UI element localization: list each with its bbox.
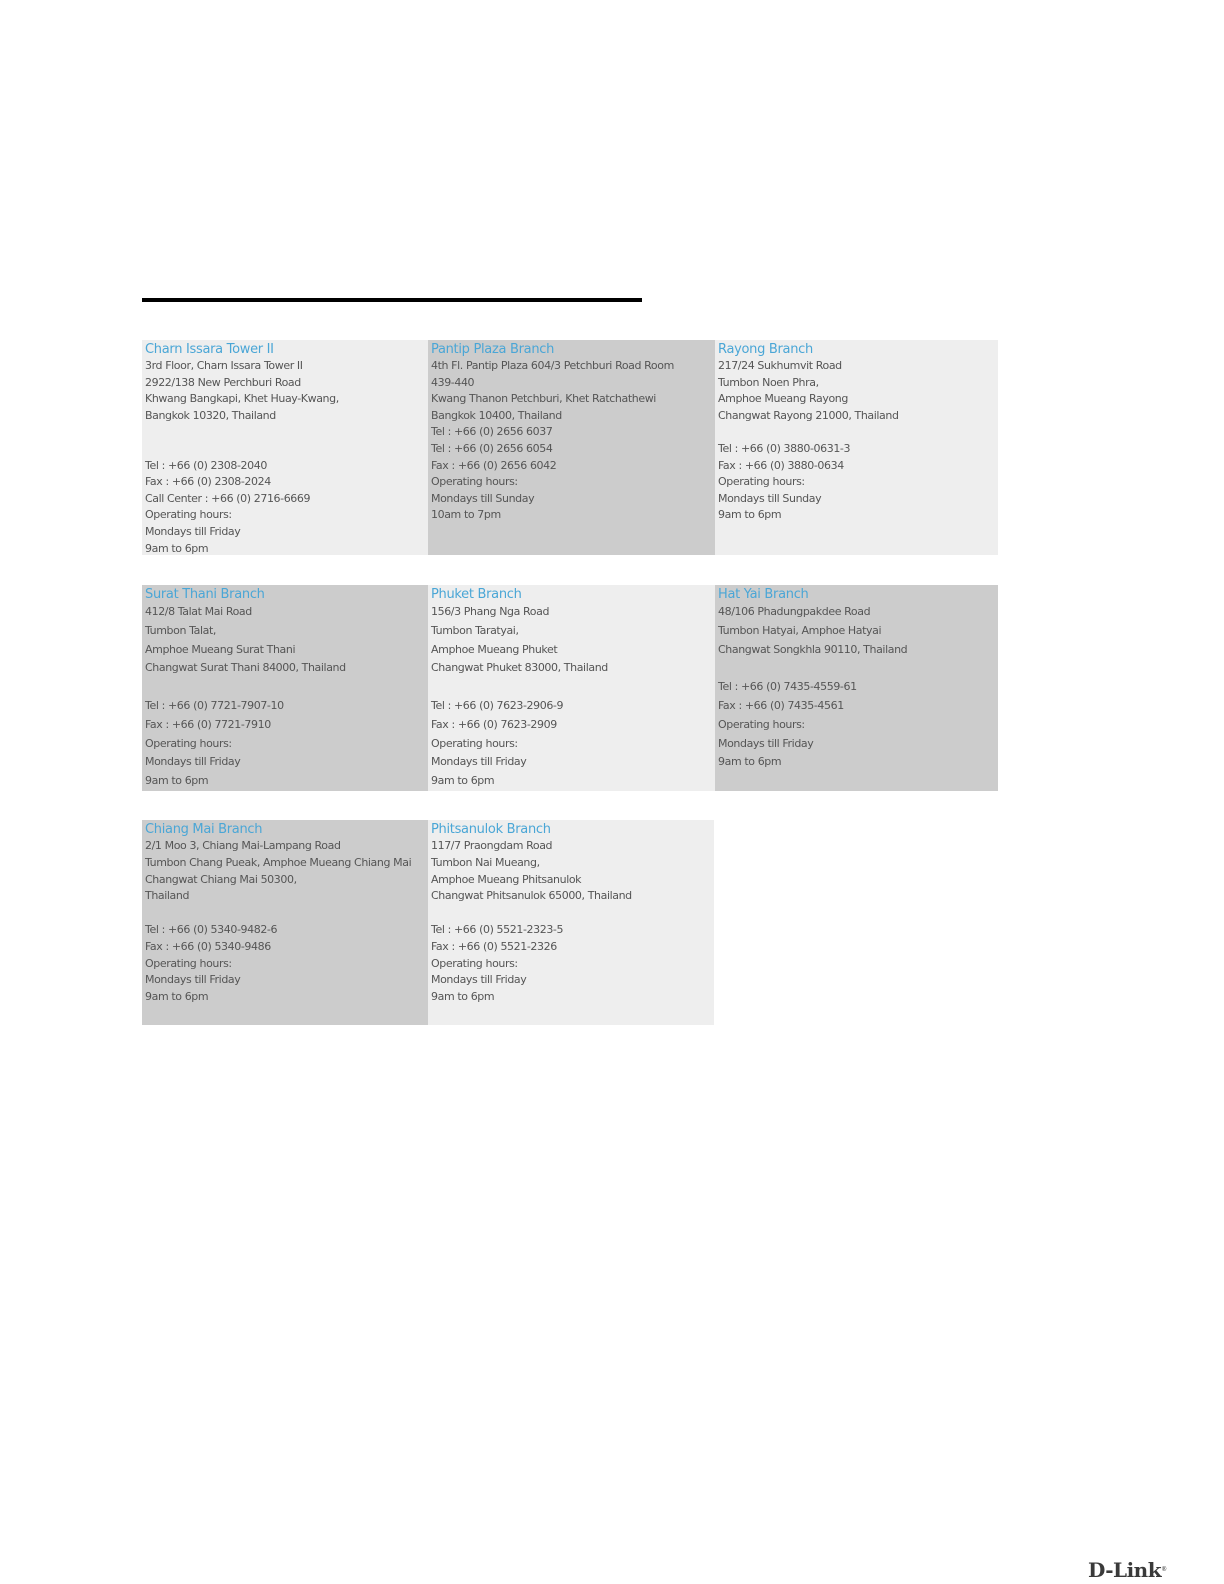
detail-line: Call Center : +66 (0) 2716-6669 [145,491,311,505]
blank-line [145,905,426,922]
detail-line: Fax : +66 (0) 5340-9486 [145,939,271,953]
detail-line: Tel : +66 (0) 2656 6037 [431,425,553,439]
detail-line: Mondays till Sunday [718,491,822,505]
detail-line: 3rd Floor, Charn Issara Tower II [145,359,303,372]
detail-line: Thailand [145,889,190,903]
section-divider-rule [142,298,642,302]
detail-line: Tel : +66 (0) 7623-2906-9 [431,698,564,712]
detail-line: Bangkok 10320, Thailand [145,408,276,422]
detail-line: Tel : +66 (0) 2656 6054 [431,441,553,455]
detail-line: Fax : +66 (0) 5521-2326 [431,939,557,953]
detail-line: Operating hours: [718,717,805,731]
detail-line: 9am to 6pm [145,774,209,788]
detail-line: 2/1 Moo 3, Chiang Mai-Lampang Road [145,839,341,852]
detail-line: 439-440 [431,375,475,389]
detail-line: Operating hours: [145,736,232,750]
detail-line: Fax : +66 (0) 2656 6042 [431,458,557,472]
detail-line: Khwang Bangkapi, Khet Huay-Kwang, [145,392,339,406]
branch-details [718,358,996,524]
detail-line: Tel : +66 (0) 2308-2040 [145,458,267,472]
branch-title: Hat Yai Branch [718,587,809,602]
detail-line: Fax : +66 (0) 7623-2909 [431,717,557,731]
detail-line: Mondays till Friday [718,736,814,750]
branch-title: Chiang Mai Branch [145,822,263,837]
branch-card-surat-thani [142,585,428,791]
branch-details [145,603,426,791]
detail-line: Changwat Phuket 83000, Thailand [431,661,608,675]
blank-line [431,678,713,697]
detail-line: Mondays till Friday [431,755,527,769]
detail-line: 10am to 7pm [431,508,501,522]
branch-card-chiang-mai [142,820,428,1025]
detail-line: Tel : +66 (0) 5340-9482-6 [145,922,278,936]
blank-line [145,441,426,458]
blank-line [145,678,426,697]
registered-mark: ® [1161,1566,1167,1573]
detail-line: Fax : +66 (0) 7721-7910 [145,717,271,731]
blank-line [145,424,426,441]
detail-line: 9am to 6pm [431,990,495,1004]
detail-line: Amphoe Mueang Phuket [431,642,558,656]
detail-line: Kwang Thanon Petchburi, Khet Ratchathewi [431,392,656,406]
branch-details [431,838,712,1006]
detail-line: Mondays till Friday [431,973,527,987]
detail-line: Tel : +66 (0) 7435-4559-61 [718,680,857,694]
branch-card-pantip-plaza [428,340,715,555]
detail-line: Tel : +66 (0) 5521-2323-5 [431,922,564,936]
branch-title: Rayong Branch [718,342,813,357]
detail-line: Amphoe Mueang Rayong [718,392,848,406]
branch-details [145,838,426,1006]
detail-line: Amphoe Mueang Phitsanulok [431,872,582,886]
detail-line: Operating hours: [431,736,518,750]
branch-card-phuket [428,585,715,791]
branch-details [431,358,713,524]
detail-line: 217/24 Sukhumvit Road [718,359,842,372]
detail-line: Changwat Surat Thani 84000, Thailand [145,661,346,675]
detail-line: 48/106 Phadungpakdee Road [718,605,871,618]
detail-line: Mondays till Friday [145,524,241,538]
detail-line: 2922/138 New Perchburi Road [145,375,301,389]
branch-title: Phitsanulok Branch [431,822,551,837]
detail-line: Tumbon Nai Mueang, [431,855,540,869]
detail-line: Mondays till Friday [145,755,241,769]
detail-line: 9am to 6pm [145,990,209,1004]
detail-line: Fax : +66 (0) 3880-0634 [718,458,844,472]
detail-line: Changwat Rayong 21000, Thailand [718,408,899,422]
detail-line: Tumbon Noen Phra, [718,375,819,389]
blank-line [718,424,996,441]
blank-line [431,905,712,922]
detail-line: Operating hours: [145,508,232,522]
detail-line: Fax : +66 (0) 2308-2024 [145,475,271,489]
logo-text: D-Link [1088,1558,1162,1582]
branch-title: Phuket Branch [431,587,522,602]
detail-line: Changwat Songkhla 90110, Thailand [718,642,908,656]
detail-line: 412/8 Talat Mai Road [145,605,252,618]
branch-title: Pantip Plaza Branch [431,342,555,357]
detail-line: Amphoe Mueang Surat Thani [145,642,296,656]
detail-line: 9am to 6pm [145,541,209,555]
detail-line: Tumbon Chang Pueak, Amphoe Mueang Chiang Mai [145,855,412,869]
branch-card-hat-yai [715,585,998,791]
branch-details [431,603,713,791]
detail-line: 4th Fl. Pantip Plaza 604/3 Petchburi Road Room [431,359,674,372]
detail-line: Operating hours: [145,956,232,970]
branch-details [145,358,426,555]
detail-line: Tumbon Talat, [145,623,216,637]
detail-line: Bangkok 10400, Thailand [431,408,562,422]
detail-line: 9am to 6pm [431,774,495,788]
detail-line: Operating hours: [718,475,805,489]
detail-line: 9am to 6pm [718,755,782,769]
detail-line: Changwat Phitsanulok 65000, Thailand [431,889,632,903]
detail-line: Tel : +66 (0) 7721-7907-10 [145,698,284,712]
branch-details [718,603,996,772]
detail-line: Mondays till Friday [145,973,241,987]
detail-line: Mondays till Sunday [431,491,535,505]
detail-line: Tumbon Hatyai, Amphoe Hatyai [718,623,882,637]
branch-card-phitsanulok [428,820,714,1025]
blank-line [718,659,996,678]
detail-line: Tumbon Taratyai, [431,623,519,637]
detail-line: Changwat Chiang Mai 50300, [145,872,297,886]
detail-line: Tel : +66 (0) 3880-0631-3 [718,441,851,455]
detail-line: 156/3 Phang Nga Road [431,605,550,618]
branch-title: Surat Thani Branch [145,587,265,602]
detail-line: Fax : +66 (0) 7435-4561 [718,698,844,712]
detail-line: Operating hours: [431,956,518,970]
branch-title: Charn Issara Tower II [145,342,274,357]
branch-card-charn-issara [142,340,428,555]
dlink-logo [1088,1558,1167,1582]
detail-line: 117/7 Praongdam Road [431,839,553,852]
branch-card-rayong [715,340,998,555]
detail-line: Operating hours: [431,475,518,489]
detail-line: 9am to 6pm [718,508,782,522]
